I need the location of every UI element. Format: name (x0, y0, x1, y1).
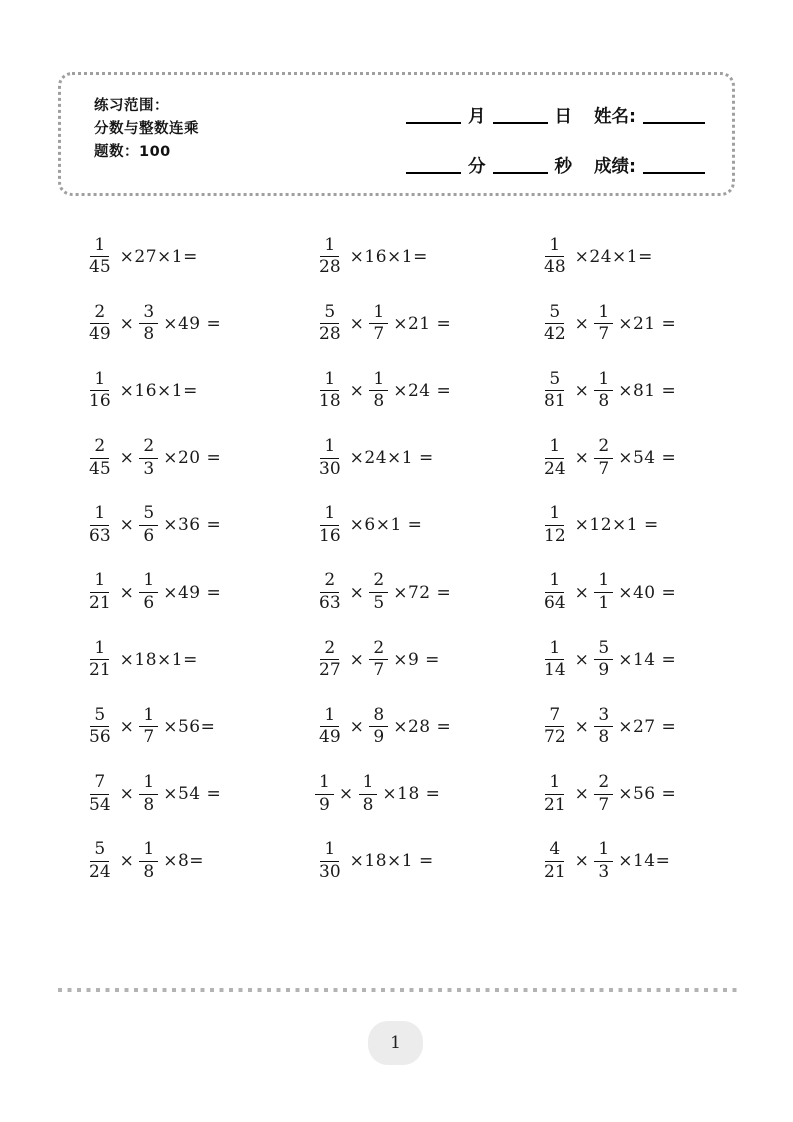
problem (315, 706, 540, 748)
fraction-numerator: 2 (320, 571, 339, 593)
problem (85, 639, 315, 681)
fraction (85, 706, 115, 748)
fraction-numerator: 2 (594, 437, 613, 459)
fraction-numerator: 1 (139, 571, 158, 593)
fraction-denominator: 24 (89, 861, 111, 882)
expression-text: ×56= (163, 716, 216, 737)
expression-text: ×27×1= (119, 246, 198, 267)
fraction-denominator: 8 (143, 324, 155, 345)
expression-text: ×54 = (618, 448, 677, 469)
fraction (540, 303, 570, 345)
expression-text: ×49 = (163, 313, 222, 334)
problem (85, 437, 315, 479)
fraction-numerator: 1 (320, 370, 339, 392)
fraction-numerator: 1 (139, 773, 158, 795)
fraction-denominator: 16 (89, 391, 111, 412)
fraction-denominator: 7 (598, 458, 610, 479)
fraction-numerator: 8 (369, 706, 388, 728)
expression-text: × (349, 380, 365, 401)
expression-text: ×16×1= (349, 246, 428, 267)
fraction-denominator: 7 (598, 324, 610, 345)
fraction-denominator: 18 (319, 391, 341, 412)
fraction-denominator: 12 (544, 525, 566, 546)
fraction (315, 303, 345, 345)
fraction-denominator: 3 (598, 861, 610, 882)
fraction-denominator: 9 (598, 660, 610, 681)
expression-text: × (574, 582, 590, 603)
expression-text: ×56 = (618, 784, 677, 805)
problem (315, 504, 540, 546)
problem (85, 504, 315, 546)
expression-text: × (119, 448, 135, 469)
fraction-denominator: 8 (143, 861, 155, 882)
fraction-denominator: 8 (598, 391, 610, 412)
fraction (139, 773, 158, 815)
fraction-denominator: 16 (319, 525, 341, 546)
fraction (540, 773, 570, 815)
score-blank-line (643, 172, 705, 174)
fraction-denominator: 8 (598, 727, 610, 748)
expression-text: ×54 = (163, 784, 222, 805)
fraction-denominator: 45 (89, 458, 111, 479)
fraction (359, 773, 378, 815)
fraction-denominator: 63 (319, 593, 341, 614)
fraction-numerator: 2 (369, 571, 388, 593)
problem (540, 773, 745, 815)
problem (85, 236, 315, 278)
fraction-denominator: 49 (319, 727, 341, 748)
fraction (540, 370, 570, 412)
fraction-numerator: 1 (320, 504, 339, 526)
fraction (315, 773, 334, 815)
fraction (315, 706, 345, 748)
day-label: 日 (554, 106, 572, 127)
fraction-denominator: 21 (544, 861, 566, 882)
fraction-numerator: 3 (139, 303, 158, 325)
fraction-numerator: 1 (594, 303, 613, 325)
fraction (315, 571, 345, 613)
problem (315, 236, 540, 278)
fraction (139, 303, 158, 345)
expression-text: ×81 = (618, 380, 677, 401)
expression-text: ×24 = (393, 380, 452, 401)
problem (85, 773, 315, 815)
fraction-numerator: 1 (90, 639, 109, 661)
fraction (540, 571, 570, 613)
header-box (58, 72, 735, 196)
fraction-numerator: 5 (90, 706, 109, 728)
fraction (540, 236, 570, 278)
fraction-numerator: 1 (545, 504, 564, 526)
expression-text: × (574, 313, 590, 334)
fraction-numerator: 7 (545, 706, 564, 728)
expression-text: ×8= (163, 851, 205, 872)
expression-text: × (338, 784, 354, 805)
fraction (315, 840, 345, 882)
fraction-denominator: 8 (143, 794, 155, 815)
expression-text: × (349, 649, 365, 670)
fraction (594, 370, 613, 412)
problem (540, 504, 745, 546)
expression-text: ×18×1 = (349, 851, 434, 872)
fraction (540, 504, 570, 546)
expression-text: × (119, 784, 135, 805)
expression-text: ×24×1 = (349, 448, 434, 469)
fraction-numerator: 1 (545, 571, 564, 593)
fraction-numerator: 3 (594, 706, 613, 728)
expression-text: ×40 = (618, 582, 677, 603)
fraction-denominator: 9 (319, 794, 330, 815)
fraction (594, 840, 613, 882)
fraction (85, 773, 115, 815)
fraction (594, 437, 613, 479)
fraction-denominator: 64 (544, 593, 566, 614)
fraction (315, 370, 345, 412)
fraction-numerator: 1 (369, 303, 388, 325)
fraction-denominator: 45 (89, 257, 111, 278)
fraction (315, 504, 345, 546)
expression-text: ×16×1= (119, 380, 198, 401)
fraction-denominator: 63 (89, 525, 111, 546)
expression-text: × (119, 515, 135, 536)
expression-text: ×18 = (382, 784, 441, 805)
month-blank-line (406, 122, 461, 124)
expression-text: × (119, 851, 135, 872)
fraction-denominator: 7 (598, 794, 610, 815)
fraction-numerator: 1 (320, 437, 339, 459)
expression-text: ×14= (618, 851, 671, 872)
fraction-denominator: 8 (373, 391, 385, 412)
fraction-denominator: 1 (598, 593, 610, 614)
problem (315, 840, 540, 882)
expression-text: × (119, 582, 135, 603)
fraction (315, 437, 345, 479)
fraction-numerator: 1 (594, 370, 613, 392)
name-blank-line (643, 122, 705, 124)
problem (315, 639, 540, 681)
problem (540, 840, 745, 882)
fraction-denominator: 28 (319, 324, 341, 345)
fraction (85, 303, 115, 345)
fraction-denominator: 30 (319, 458, 341, 479)
fraction (369, 639, 388, 681)
fraction-denominator: 7 (143, 727, 155, 748)
fraction-denominator: 81 (544, 391, 566, 412)
expression-text: × (574, 851, 590, 872)
question-count: 题数：100 (94, 144, 171, 160)
expression-text: × (574, 716, 590, 737)
expression-text: ×14 = (618, 649, 677, 670)
fraction-numerator: 1 (90, 370, 109, 392)
fraction (369, 571, 388, 613)
fraction (315, 639, 345, 681)
expression-text: ×21 = (393, 313, 452, 334)
scope-value: 分数与整数连乘 (94, 121, 199, 137)
expression-text: × (349, 716, 365, 737)
problem (85, 370, 315, 412)
fraction-denominator: 54 (89, 794, 111, 815)
fraction-numerator: 4 (545, 840, 564, 862)
fraction-denominator: 8 (362, 794, 374, 815)
fraction (540, 437, 570, 479)
expression-text: ×49 = (163, 582, 222, 603)
date-name-row (399, 90, 714, 140)
fraction-denominator: 3 (143, 458, 155, 479)
fraction (85, 571, 115, 613)
fraction-denominator: 21 (544, 794, 566, 815)
fraction-denominator: 21 (89, 593, 111, 614)
fraction-numerator: 2 (320, 639, 339, 661)
fraction (369, 303, 388, 345)
problem (315, 370, 540, 412)
fraction-denominator: 14 (544, 660, 566, 681)
problems-grid (85, 223, 745, 895)
fraction-numerator: 5 (545, 303, 564, 325)
fraction-numerator: 1 (545, 236, 564, 258)
month-label: 月 (468, 106, 486, 127)
problem (85, 303, 315, 345)
fraction-numerator: 1 (139, 840, 158, 862)
fraction-numerator: 1 (90, 236, 109, 258)
day-blank-line (493, 122, 548, 124)
fraction (540, 706, 570, 748)
expression-text: ×24×1= (574, 246, 653, 267)
fraction-numerator: 1 (545, 437, 564, 459)
fraction (540, 840, 570, 882)
fraction-numerator: 2 (139, 437, 158, 459)
fraction (139, 571, 158, 613)
problem (85, 706, 315, 748)
fraction-numerator: 1 (90, 571, 109, 593)
problem (540, 236, 745, 278)
expression-text: ×21 = (618, 313, 677, 334)
fraction-numerator: 1 (320, 706, 339, 728)
fraction (85, 370, 115, 412)
fraction (139, 437, 158, 479)
worksheet-info (94, 95, 199, 164)
bottom-divider (58, 988, 737, 992)
fraction (85, 639, 115, 681)
score-label: 成绩: (594, 156, 636, 177)
fraction-denominator: 49 (89, 324, 111, 345)
fraction-numerator: 5 (139, 504, 158, 526)
fraction-denominator: 21 (89, 660, 111, 681)
fraction (594, 303, 613, 345)
fraction-numerator: 2 (90, 437, 109, 459)
fraction-denominator: 5 (373, 593, 385, 614)
problem (540, 437, 745, 479)
fraction-numerator: 5 (594, 639, 613, 661)
expression-text: ×18×1= (119, 649, 198, 670)
expression-text: ×6×1 = (349, 515, 423, 536)
fraction-denominator: 30 (319, 861, 341, 882)
fraction-numerator: 2 (594, 773, 613, 795)
fraction-denominator: 28 (319, 257, 341, 278)
fraction-denominator: 6 (143, 525, 155, 546)
second-label: 秒 (554, 156, 572, 177)
fraction-numerator: 1 (320, 840, 339, 862)
expression-text: × (119, 716, 135, 737)
expression-text: ×20 = (163, 448, 222, 469)
fraction-denominator: 48 (544, 257, 566, 278)
fraction-denominator: 9 (373, 727, 385, 748)
expression-text: × (574, 784, 590, 805)
fraction-numerator: 5 (320, 303, 339, 325)
problem (85, 571, 315, 613)
fraction-denominator: 24 (544, 458, 566, 479)
expression-text: ×12×1 = (574, 515, 659, 536)
fraction (369, 706, 388, 748)
fraction-numerator: 1 (139, 706, 158, 728)
fraction-denominator: 7 (373, 324, 385, 345)
problem (315, 303, 540, 345)
problem (540, 706, 745, 748)
fraction (540, 639, 570, 681)
fraction (369, 370, 388, 412)
fraction-numerator: 1 (594, 571, 613, 593)
second-blank-line (493, 172, 548, 174)
expression-text: ×9 = (393, 649, 440, 670)
expression-text: × (349, 582, 365, 603)
fraction (85, 504, 115, 546)
problem (315, 437, 540, 479)
page-number-badge (368, 1021, 423, 1065)
fraction (139, 706, 158, 748)
expression-text: × (119, 313, 135, 334)
fraction (594, 639, 613, 681)
expression-text: × (574, 380, 590, 401)
fraction (594, 773, 613, 815)
page-number: 1 (390, 1033, 401, 1053)
fraction (85, 236, 115, 278)
fraction (594, 571, 613, 613)
problem (315, 773, 540, 815)
problem (85, 840, 315, 882)
name-label: 姓名: (594, 106, 636, 127)
fraction-denominator: 72 (544, 727, 566, 748)
fraction-numerator: 7 (90, 773, 109, 795)
problem (540, 571, 745, 613)
problem (540, 639, 745, 681)
fraction (139, 504, 158, 546)
scope-label: 练习范围： (94, 98, 169, 114)
fraction (85, 840, 115, 882)
minute-blank-line (406, 172, 461, 174)
fraction-numerator: 1 (320, 236, 339, 258)
fill-in-area (399, 90, 714, 190)
expression-text: × (574, 649, 590, 670)
problem (540, 370, 745, 412)
fraction-numerator: 2 (90, 303, 109, 325)
fraction-numerator: 1 (315, 773, 334, 795)
expression-text: ×28 = (393, 716, 452, 737)
fraction-denominator: 6 (143, 593, 155, 614)
expression-text: ×36 = (163, 515, 222, 536)
fraction-denominator: 42 (544, 324, 566, 345)
expression-text: ×72 = (393, 582, 452, 603)
expression-text: ×27 = (618, 716, 677, 737)
fraction-numerator: 1 (545, 639, 564, 661)
problem (315, 571, 540, 613)
fraction-numerator: 5 (90, 840, 109, 862)
minute-label: 分 (468, 156, 486, 177)
fraction (315, 236, 345, 278)
expression-text: × (574, 448, 590, 469)
fraction-numerator: 1 (594, 840, 613, 862)
fraction-denominator: 7 (373, 660, 385, 681)
expression-text: × (349, 313, 365, 334)
fraction-numerator: 1 (369, 370, 388, 392)
fraction (85, 437, 115, 479)
fraction-numerator: 1 (359, 773, 378, 795)
fraction (139, 840, 158, 882)
fraction-numerator: 1 (545, 773, 564, 795)
problem (540, 303, 745, 345)
fraction-denominator: 56 (89, 727, 111, 748)
fraction-numerator: 2 (369, 639, 388, 661)
fraction-numerator: 1 (90, 504, 109, 526)
time-score-row (399, 140, 714, 190)
fraction-denominator: 27 (319, 660, 341, 681)
fraction-numerator: 5 (545, 370, 564, 392)
fraction (594, 706, 613, 748)
